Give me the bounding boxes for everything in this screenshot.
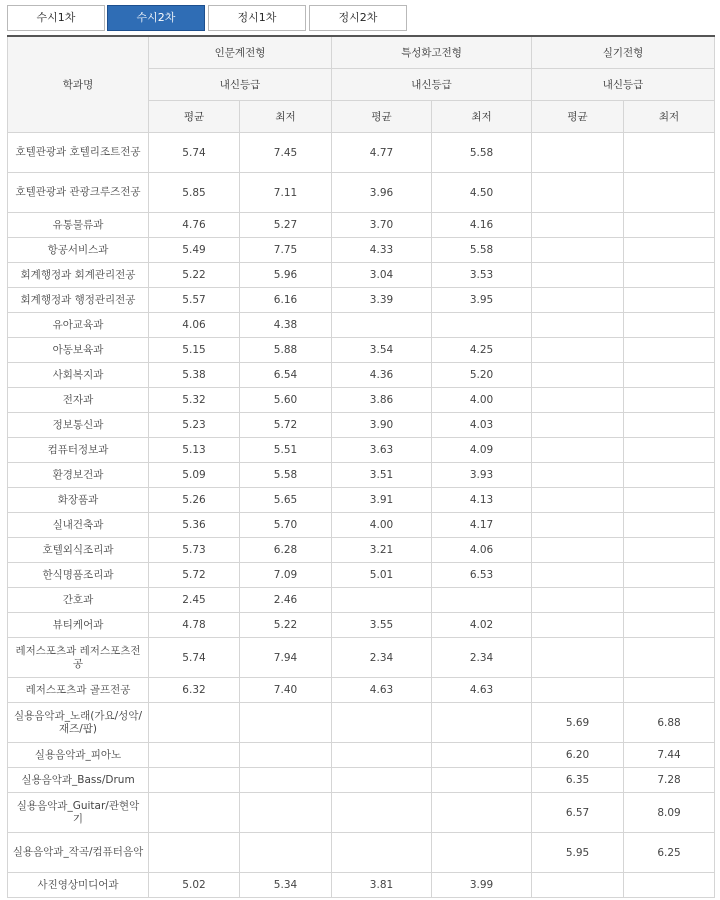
dept-name-cell: 레저스포츠과 레저스포츠전공 [8,638,149,678]
avg-grade-cell: 3.70 [332,213,432,238]
min-grade-cell [624,488,715,513]
dept-name-cell: 실용음악과_피아노 [8,743,149,768]
min-grade-cell: 4.16 [432,213,532,238]
avg-grade-cell [532,133,624,173]
avg-grade-cell: 5.74 [149,133,240,173]
min-grade-cell [432,833,532,873]
min-grade-cell: 4.02 [432,613,532,638]
min-grade-cell: 7.94 [240,638,332,678]
min-grade-cell [624,363,715,388]
avg-grade-cell [532,678,624,703]
avg-grade-cell [332,313,432,338]
avg-grade-cell: 3.96 [332,173,432,213]
avg-grade-cell: 5.09 [149,463,240,488]
avg-grade-cell: 4.33 [332,238,432,263]
min-grade-cell: 6.54 [240,363,332,388]
table-row [8,263,715,288]
min-grade-cell [624,538,715,563]
avg-grade-cell: 5.57 [149,288,240,313]
min-grade-cell: 5.20 [432,363,532,388]
grade-table [7,35,715,898]
avg-grade-cell [532,488,624,513]
avg-header: 평균 [332,101,432,133]
avg-grade-cell: 3.54 [332,338,432,363]
min-grade-cell: 7.45 [240,133,332,173]
table-row [8,133,715,173]
min-grade-cell: 5.58 [432,133,532,173]
min-grade-cell [624,638,715,678]
dept-name-cell: 회계행정과 회계관리전공 [8,263,149,288]
dept-name-cell: 항공서비스과 [8,238,149,263]
tab-regular-round-2[interactable]: 정시2차 [309,5,407,31]
dept-name-cell: 실내건축과 [8,513,149,538]
avg-grade-cell: 2.45 [149,588,240,613]
min-grade-cell [624,388,715,413]
dept-name-cell: 유통물류과 [8,213,149,238]
avg-grade-cell [532,513,624,538]
avg-grade-cell: 5.22 [149,263,240,288]
dept-name-cell: 사회복지과 [8,363,149,388]
avg-header: 평균 [532,101,624,133]
dept-name-cell: 레저스포츠과 골프전공 [8,678,149,703]
min-grade-cell [624,133,715,173]
min-grade-cell [432,768,532,793]
table-row [8,563,715,588]
min-grade-cell: 5.65 [240,488,332,513]
min-grade-cell: 2.46 [240,588,332,613]
avg-grade-cell: 3.21 [332,538,432,563]
avg-grade-cell [532,288,624,313]
avg-grade-cell [332,743,432,768]
table-row [8,388,715,413]
avg-grade-cell: 5.49 [149,238,240,263]
avg-grade-cell [532,438,624,463]
avg-grade-cell: 3.39 [332,288,432,313]
table-row [8,588,715,613]
dept-name-cell: 호텔관광과 관광크루즈전공 [8,173,149,213]
table-row [8,213,715,238]
avg-grade-cell: 4.63 [332,678,432,703]
min-grade-cell [624,213,715,238]
dept-name-cell: 정보통신과 [8,413,149,438]
avg-grade-cell [332,833,432,873]
min-grade-cell: 7.75 [240,238,332,263]
min-grade-cell [624,173,715,213]
dept-name-cell: 간호과 [8,588,149,613]
avg-grade-cell [532,238,624,263]
min-grade-cell: 6.28 [240,538,332,563]
min-grade-cell [432,313,532,338]
table-row [8,768,715,793]
avg-grade-cell [532,563,624,588]
min-grade-cell: 4.17 [432,513,532,538]
table-row [8,678,715,703]
avg-grade-cell: 5.26 [149,488,240,513]
table-row [8,238,715,263]
avg-grade-cell: 5.85 [149,173,240,213]
table-row [8,873,715,898]
avg-grade-cell: 3.55 [332,613,432,638]
avg-grade-cell: 4.36 [332,363,432,388]
table-row [8,338,715,363]
table-row [8,793,715,833]
min-grade-cell: 4.13 [432,488,532,513]
avg-grade-cell: 3.90 [332,413,432,438]
avg-grade-cell [532,638,624,678]
group-header-practical: 실기전형 [532,36,715,69]
min-grade-cell [624,288,715,313]
dept-name-cell: 아동보육과 [8,338,149,363]
min-header: 최저 [240,101,332,133]
avg-grade-cell: 5.74 [149,638,240,678]
min-grade-cell: 8.09 [624,793,715,833]
min-grade-cell: 5.72 [240,413,332,438]
table-row [8,463,715,488]
tab-regular-round-1[interactable]: 정시1차 [208,5,306,31]
avg-grade-cell: 5.69 [532,703,624,743]
table-row [8,513,715,538]
avg-grade-cell: 5.32 [149,388,240,413]
min-header: 최저 [432,101,532,133]
avg-grade-cell: 6.20 [532,743,624,768]
avg-grade-cell: 6.35 [532,768,624,793]
avg-grade-cell [149,833,240,873]
min-grade-cell: 4.25 [432,338,532,363]
min-grade-cell: 5.34 [240,873,332,898]
min-grade-cell: 5.58 [240,463,332,488]
min-grade-cell [432,743,532,768]
dept-name-cell: 뷰티케어과 [8,613,149,638]
table-row [8,173,715,213]
avg-grade-cell: 5.95 [532,833,624,873]
avg-grade-cell [532,588,624,613]
min-grade-cell [624,313,715,338]
min-grade-cell: 7.40 [240,678,332,703]
avg-grade-cell [532,263,624,288]
table-row [8,488,715,513]
sub-header-specialized: 내신등급 [332,69,532,101]
min-grade-cell: 5.70 [240,513,332,538]
min-grade-cell: 3.93 [432,463,532,488]
min-grade-cell: 7.28 [624,768,715,793]
avg-grade-cell: 5.01 [332,563,432,588]
min-grade-cell: 4.00 [432,388,532,413]
min-grade-cell: 2.34 [432,638,532,678]
min-grade-cell: 3.99 [432,873,532,898]
avg-grade-cell [532,613,624,638]
avg-grade-cell: 5.15 [149,338,240,363]
dept-name-cell: 사진영상미디어과 [8,873,149,898]
dept-name-cell: 실용음악과_Guitar/관현악기 [8,793,149,833]
avg-grade-cell [532,388,624,413]
tab-early-round-2[interactable]: 수시2차 [107,5,205,31]
avg-grade-cell [532,463,624,488]
avg-grade-cell: 5.72 [149,563,240,588]
avg-grade-cell [532,313,624,338]
avg-grade-cell: 5.23 [149,413,240,438]
dept-name-cell: 실용음악과_노래(가요/성악/재즈/팝) [8,703,149,743]
avg-grade-cell: 2.34 [332,638,432,678]
table-row [8,413,715,438]
table-row [8,438,715,463]
avg-grade-cell [532,173,624,213]
min-grade-cell: 6.25 [624,833,715,873]
min-grade-cell [240,743,332,768]
avg-grade-cell [332,588,432,613]
min-grade-cell: 5.88 [240,338,332,363]
avg-grade-cell [532,338,624,363]
avg-grade-cell: 5.13 [149,438,240,463]
min-header: 최저 [624,101,715,133]
dept-name-cell: 화장품과 [8,488,149,513]
dept-name-cell: 전자과 [8,388,149,413]
min-grade-cell: 4.06 [432,538,532,563]
min-grade-cell [624,873,715,898]
avg-grade-cell: 3.51 [332,463,432,488]
table-row [8,363,715,388]
avg-grade-cell [149,743,240,768]
tab-early-round-1[interactable]: 수시1차 [7,5,105,31]
min-grade-cell: 3.95 [432,288,532,313]
dept-name-cell: 한식명품조리과 [8,563,149,588]
avg-grade-cell: 5.02 [149,873,240,898]
avg-grade-cell: 4.00 [332,513,432,538]
min-grade-cell: 7.44 [624,743,715,768]
avg-grade-cell [149,768,240,793]
dept-name-cell: 호텔외식조리과 [8,538,149,563]
min-grade-cell: 3.53 [432,263,532,288]
min-grade-cell [624,513,715,538]
dept-name-cell: 환경보건과 [8,463,149,488]
min-grade-cell [624,463,715,488]
avg-grade-cell: 5.73 [149,538,240,563]
min-grade-cell: 5.96 [240,263,332,288]
min-grade-cell [624,588,715,613]
min-grade-cell [432,703,532,743]
min-grade-cell [624,678,715,703]
table-row [8,288,715,313]
sub-header-humanities: 내신등급 [149,69,332,101]
group-header-humanities: 인문계전형 [149,36,332,69]
min-grade-cell: 4.63 [432,678,532,703]
min-grade-cell: 6.16 [240,288,332,313]
avg-grade-cell: 4.06 [149,313,240,338]
min-grade-cell: 6.88 [624,703,715,743]
min-grade-cell: 5.22 [240,613,332,638]
min-grade-cell: 5.60 [240,388,332,413]
avg-grade-cell [532,213,624,238]
min-grade-cell [624,338,715,363]
min-grade-cell: 4.50 [432,173,532,213]
min-grade-cell [624,238,715,263]
table-row [8,538,715,563]
avg-grade-cell: 4.78 [149,613,240,638]
avg-grade-cell: 3.63 [332,438,432,463]
avg-grade-cell: 5.38 [149,363,240,388]
dept-name-cell: 컴퓨터정보과 [8,438,149,463]
table-row [8,703,715,743]
avg-grade-cell: 6.57 [532,793,624,833]
min-grade-cell [432,793,532,833]
avg-grade-cell: 5.36 [149,513,240,538]
min-grade-cell [432,588,532,613]
avg-grade-cell [332,793,432,833]
table-row [8,743,715,768]
min-grade-cell: 5.51 [240,438,332,463]
min-grade-cell: 7.11 [240,173,332,213]
avg-grade-cell [332,703,432,743]
table-row [8,833,715,873]
avg-grade-cell [532,363,624,388]
avg-grade-cell [532,873,624,898]
avg-grade-cell: 3.86 [332,388,432,413]
table-row [8,313,715,338]
sub-header-practical: 내신등급 [532,69,715,101]
avg-grade-cell: 3.81 [332,873,432,898]
group-header-specialized: 특성화고전형 [332,36,532,69]
avg-grade-cell [532,413,624,438]
avg-grade-cell [532,538,624,563]
min-grade-cell: 4.38 [240,313,332,338]
dept-name-cell: 실용음악과_작곡/컴퓨터음악 [8,833,149,873]
avg-grade-cell: 6.32 [149,678,240,703]
min-grade-cell [240,768,332,793]
min-grade-cell [240,703,332,743]
min-grade-cell [240,793,332,833]
min-grade-cell [624,263,715,288]
avg-header: 평균 [149,101,240,133]
min-grade-cell: 7.09 [240,563,332,588]
min-grade-cell [624,438,715,463]
min-grade-cell [624,563,715,588]
min-grade-cell [240,833,332,873]
avg-grade-cell: 4.77 [332,133,432,173]
dept-column-header: 학과명 [8,36,149,133]
table-body [8,133,715,898]
min-grade-cell: 5.58 [432,238,532,263]
avg-grade-cell [149,793,240,833]
avg-grade-cell: 3.91 [332,488,432,513]
avg-grade-cell [332,768,432,793]
avg-grade-cell: 4.76 [149,213,240,238]
min-grade-cell [624,413,715,438]
min-grade-cell: 5.27 [240,213,332,238]
table-row [8,613,715,638]
min-grade-cell [624,613,715,638]
min-grade-cell: 6.53 [432,563,532,588]
dept-name-cell: 회계행정과 행정관리전공 [8,288,149,313]
min-grade-cell: 4.03 [432,413,532,438]
avg-grade-cell: 3.04 [332,263,432,288]
dept-name-cell: 실용음악과_Bass/Drum [8,768,149,793]
dept-name-cell: 유아교육과 [8,313,149,338]
min-grade-cell: 4.09 [432,438,532,463]
dept-name-cell: 호텔관광과 호텔리조트전공 [8,133,149,173]
avg-grade-cell [149,703,240,743]
table-row [8,638,715,678]
